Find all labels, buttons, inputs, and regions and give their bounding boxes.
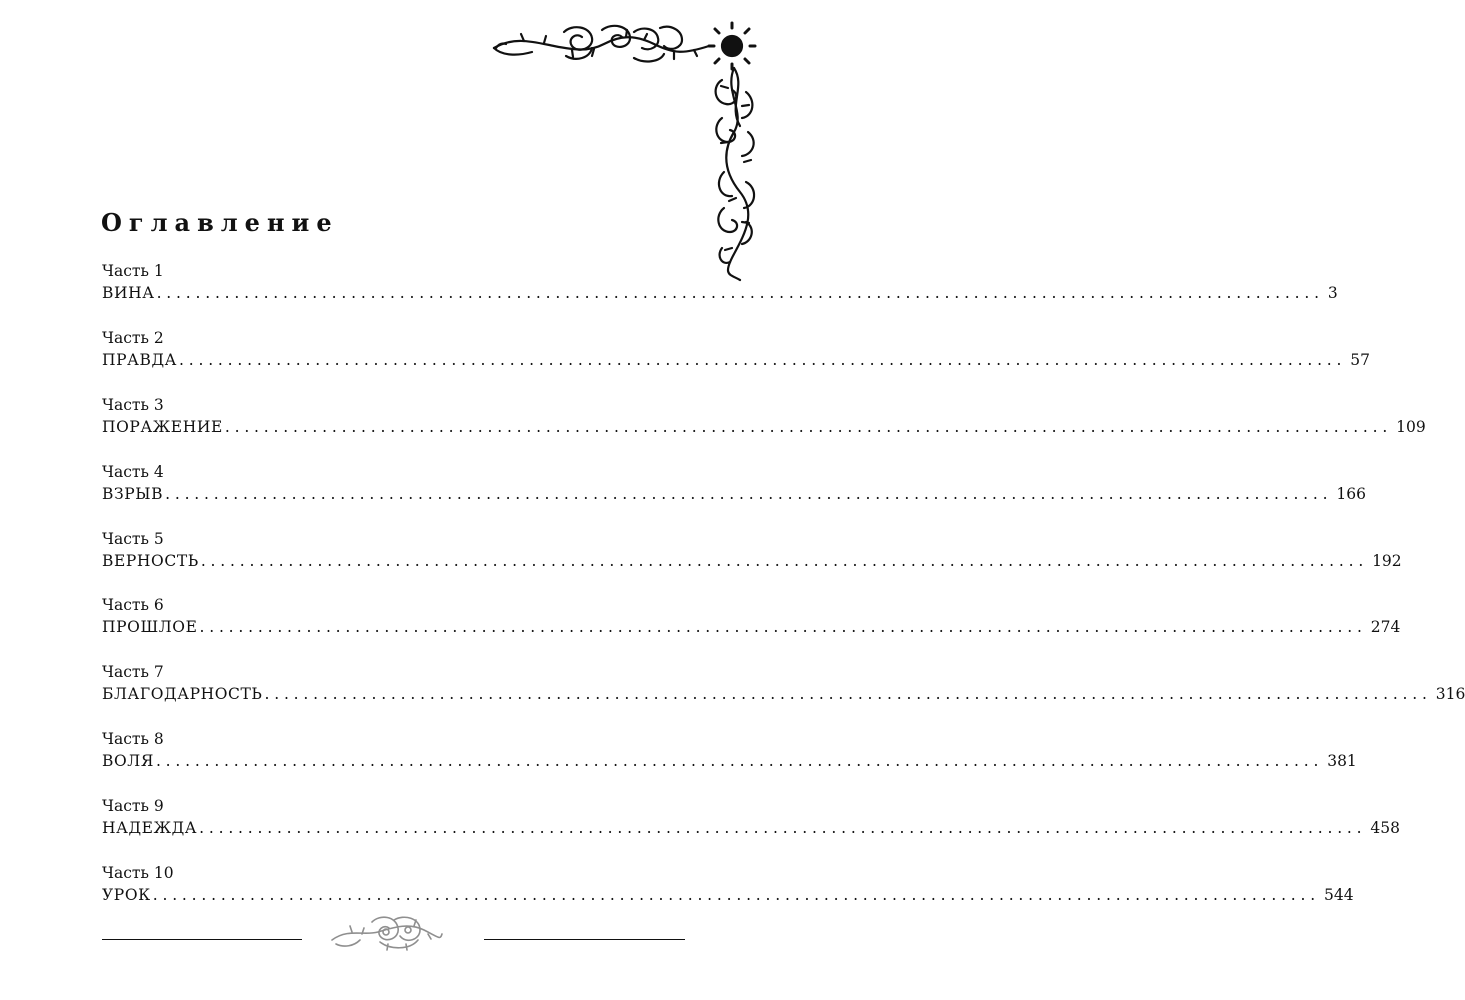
toc-entry[interactable] — [102, 662, 1465, 729]
chapter-title: НАДЕЖДА — [102, 819, 198, 838]
page-number: 544 — [1323, 886, 1354, 905]
toc-entry[interactable] — [102, 529, 1402, 596]
footer-ornament — [328, 910, 446, 956]
part-label: Часть 3 — [102, 395, 164, 414]
page-number: 57 — [1350, 350, 1370, 369]
toc-entry[interactable] — [102, 729, 1357, 796]
leader-dots: ........................................................................................................................ — [224, 417, 1393, 436]
toc-title-line — [102, 281, 1338, 305]
toc-title-line — [102, 749, 1357, 773]
page-title: Оглавление — [101, 208, 339, 237]
page-number: 166 — [1336, 484, 1366, 503]
page-number: 109 — [1396, 417, 1426, 436]
leader-dots: ........................................................................................................................ — [200, 551, 1369, 570]
part-label: Часть 10 — [102, 864, 174, 883]
part-label: Часть 6 — [102, 596, 164, 615]
toc-entry[interactable] — [102, 261, 1338, 328]
page-number: 458 — [1370, 819, 1400, 838]
table-of-contents — [102, 261, 1465, 930]
part-label: Часть 8 — [102, 730, 164, 749]
toc-title-line — [102, 348, 1370, 372]
page-number: 192 — [1372, 551, 1402, 570]
corner-ornament — [484, 22, 774, 282]
page-number: 381 — [1327, 752, 1357, 771]
toc-title-line — [102, 883, 1354, 907]
part-label: Часть 4 — [102, 462, 164, 481]
leader-dots: ........................................................................................................................ — [156, 284, 1324, 302]
leader-dots: ........................................................................................................................ — [199, 819, 1367, 838]
page-number: 274 — [1370, 618, 1401, 637]
footer-rule-left — [102, 939, 302, 940]
leader-dots: ........................................................................................................................ — [155, 752, 1324, 771]
page-number: 3 — [1327, 284, 1338, 302]
leader-dots: ........................................................................................................................ — [152, 886, 1320, 905]
part-label: Часть 5 — [102, 529, 164, 548]
chapter-title: ВЕРНОСТЬ — [102, 551, 199, 570]
part-label: Часть 1 — [102, 262, 164, 280]
toc-title-line — [102, 415, 1426, 439]
leader-dots: ........................................................................................................................ — [165, 484, 1333, 503]
toc-entry[interactable] — [102, 328, 1370, 395]
toc-entry[interactable] — [102, 395, 1426, 462]
page-number: 316 — [1435, 685, 1465, 704]
chapter-title: ПОРАЖЕНИЕ — [102, 417, 223, 436]
chapter-title: БЛАГОДАРНОСТЬ — [102, 685, 263, 704]
toc-title-line — [102, 615, 1401, 639]
chapter-title: ПРАВДА — [102, 350, 178, 369]
toc-entry[interactable] — [102, 796, 1400, 863]
toc-title-line — [102, 816, 1400, 840]
toc-title-line — [102, 682, 1465, 706]
footer-rule-right — [484, 939, 685, 940]
leader-dots: ........................................................................................................................ — [179, 350, 1347, 369]
chapter-title: УРОК — [102, 886, 151, 905]
chapter-title: ПРОШЛОЕ — [102, 618, 198, 637]
chapter-title: ВИНА — [102, 284, 155, 302]
toc-title-line — [102, 549, 1402, 573]
part-label: Часть 7 — [102, 663, 164, 682]
toc-entry[interactable] — [102, 595, 1401, 662]
part-label: Часть 9 — [102, 797, 164, 816]
chapter-title: ВЗРЫВ — [102, 484, 164, 503]
leader-dots: ........................................................................................................................ — [264, 685, 1432, 704]
leader-dots: ........................................................................................................................ — [199, 618, 1367, 637]
toc-title-line — [102, 482, 1366, 506]
part-label: Часть 2 — [102, 328, 164, 347]
chapter-title: ВОЛЯ — [102, 752, 154, 771]
toc-entry[interactable] — [102, 462, 1366, 529]
